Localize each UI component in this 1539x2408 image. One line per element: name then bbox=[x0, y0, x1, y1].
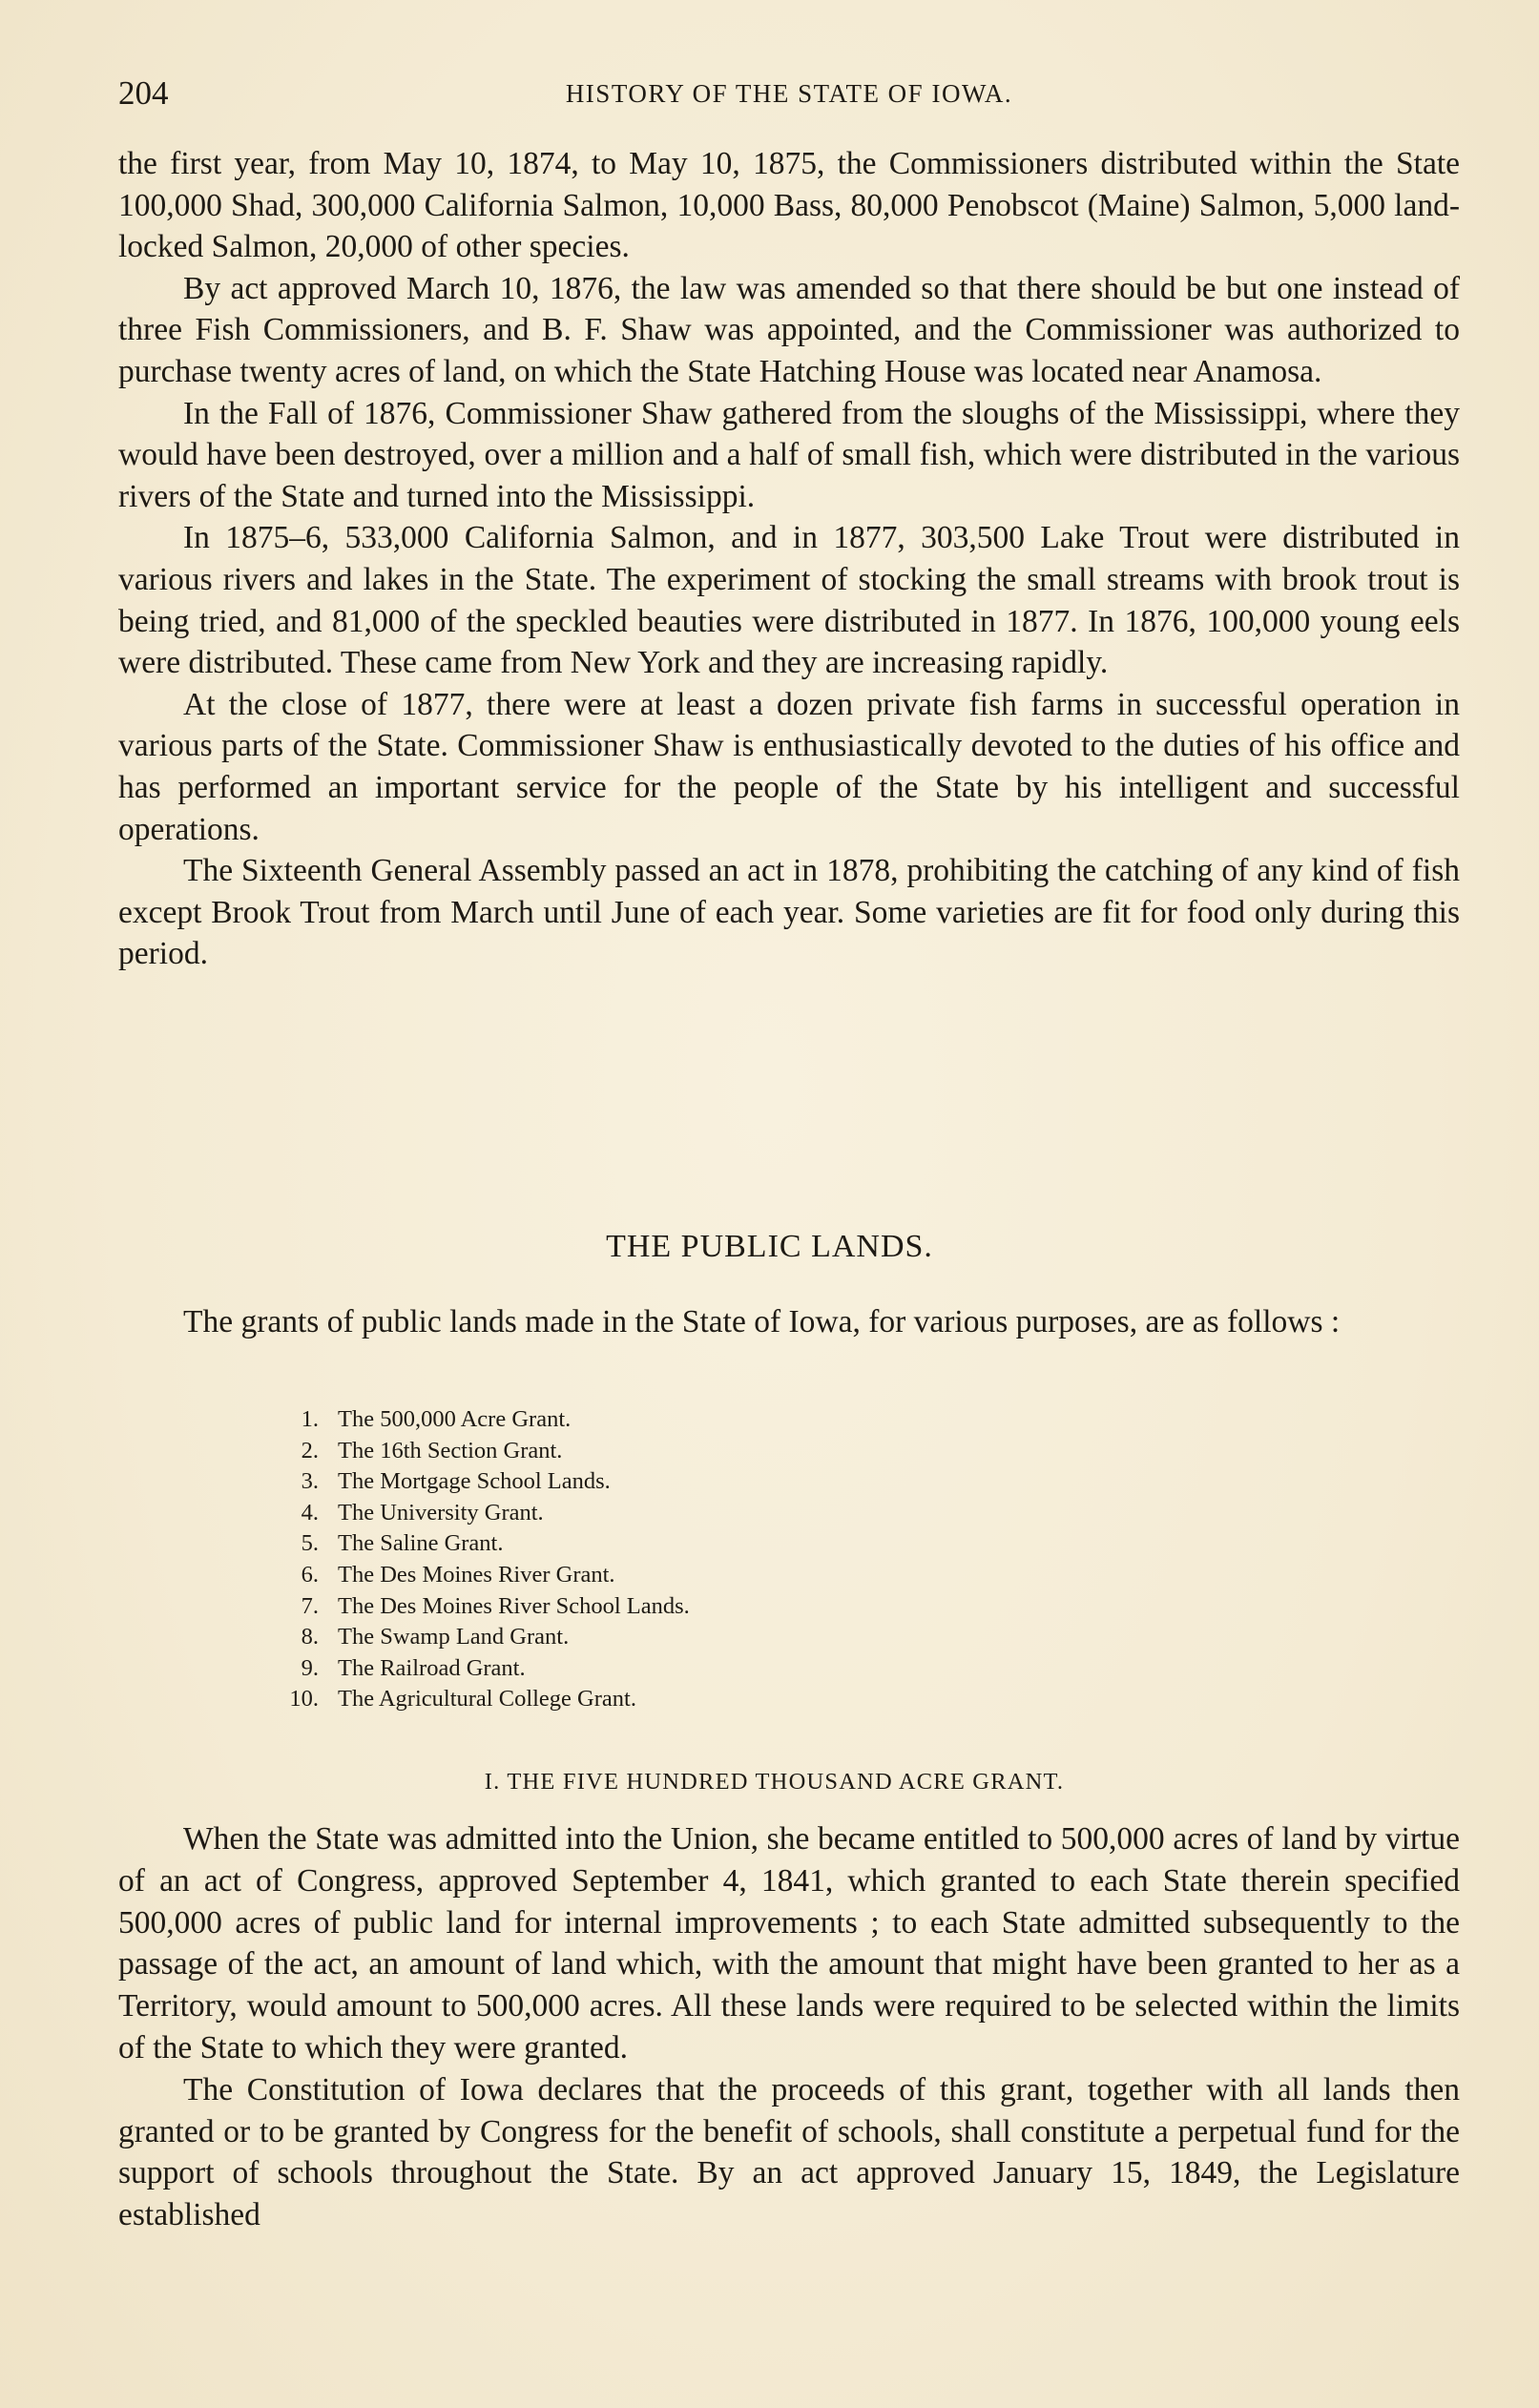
list-item bbox=[277, 1528, 1040, 1560]
list-number: 1. bbox=[301, 1406, 319, 1432]
list-item bbox=[277, 1622, 1040, 1653]
list-number: 4. bbox=[301, 1499, 319, 1526]
list-number: 8. bbox=[301, 1624, 319, 1650]
list-label: The 16th Section Grant. bbox=[338, 1437, 563, 1463]
page-header bbox=[118, 69, 1460, 118]
list-item bbox=[277, 1436, 1040, 1467]
list-label: The Swamp Land Grant. bbox=[338, 1624, 570, 1650]
list-number: 3. bbox=[301, 1468, 319, 1495]
list-item bbox=[277, 1591, 1040, 1623]
running-head: HISTORY OF THE STATE OF IOWA. bbox=[565, 79, 1013, 108]
list-label: The Des Moines River Grant. bbox=[338, 1561, 615, 1588]
list-item bbox=[277, 1498, 1040, 1529]
paragraph: When the State was admitted into the Union, she became entitled to 500,000 acres of land by virtue of an act of Congress, approved September 4, 1841, which granted to each State therein specified 500,000 acres of public land for internal improvements ; to each State admitted subsequently to the passage of the act, an amount of land which, with the amount that might have been granted to her as a Territory, would amount to 500,000 acres. All these lands were required to be selected within the limits of the State to which they were granted. bbox=[118, 1821, 1460, 2065]
list-label: The Agricultural College Grant. bbox=[338, 1686, 636, 1713]
public-lands-intro bbox=[118, 1301, 1460, 1343]
paragraph: The grants of public lands made in the State of Iowa, for various purposes, are as follows : bbox=[183, 1304, 1341, 1339]
page-number: 204 bbox=[118, 74, 169, 112]
list-label: The Des Moines River School Lands. bbox=[338, 1592, 690, 1619]
list-item bbox=[277, 1560, 1040, 1591]
list-label: The Mortgage School Lands. bbox=[338, 1468, 611, 1495]
acre-grant-text bbox=[118, 1818, 1460, 2236]
subsection-heading: I. THE FIVE HUNDRED THOUSAND ACRE GRANT. bbox=[484, 1769, 1065, 1795]
paragraph: At the close of 1877, there were at least a dozen private fish farms in successful operation in various parts of the State. Commissioner Shaw is enthusiastically devoted to the duties of his office and has performed an important service for the people of the State by his intelligent and successful operations. bbox=[118, 686, 1460, 847]
paragraph: In 1875–6, 533,000 California Salmon, and in 1877, 303,500 Lake Trout were distributed in various rivers and lakes in the State. The experiment of stocking the small streams with brook trout is being tried, and 81,000 of the speckled beauties were distributed in 1877. In 1876, 100,000 young eels were distributed. These came from New York and they are increasing rapidly. bbox=[118, 520, 1460, 681]
list-number: 10. bbox=[289, 1686, 319, 1713]
list-number: 6. bbox=[301, 1561, 319, 1588]
list-item bbox=[277, 1684, 1040, 1715]
paragraph: In the Fall of 1876, Commissioner Shaw gathered from the sloughs of the Mississippi, where they would have been destroyed, over a million and a half of small fish, which were distributed in the various rivers of the State and turned into the Mississippi. bbox=[118, 395, 1460, 514]
list-number: 5. bbox=[301, 1530, 319, 1557]
list-label: The Railroad Grant. bbox=[338, 1654, 526, 1681]
list-item bbox=[277, 1466, 1040, 1498]
fish-commission-text bbox=[118, 143, 1460, 975]
paragraph: By act approved March 10, 1876, the law was amended so that there should be but one instead of three Fish Commissioners, and B. F. Shaw was appointed, and the Commissioner was authorized to purchase twenty acres of land, on which the State Hatching House was located near Anamosa. bbox=[118, 270, 1460, 389]
section-heading: THE PUBLIC LANDS. bbox=[606, 1229, 933, 1264]
list-label: The Saline Grant. bbox=[338, 1530, 504, 1557]
paragraph: The Constitution of Iowa declares that the proceeds of this grant, together with all lands then granted or to be granted by Congress for the benefit of schools, shall constitute a perpetual fund for the support of schools throughout the State. By an act approved January 15, 1849, the Legislature established bbox=[118, 2071, 1460, 2233]
list-label: The 500,000 Acre Grant. bbox=[338, 1406, 572, 1432]
list-label: The University Grant. bbox=[338, 1499, 544, 1526]
list-number: 7. bbox=[301, 1592, 319, 1619]
list-number: 2. bbox=[301, 1437, 319, 1463]
list-number: 9. bbox=[301, 1654, 319, 1681]
paragraph: the first year, from May 10, 1874, to May 10, 1875, the Commissioners distributed within the State 100,000 Shad, 300,000 California Salmon, 10,000 Bass, 80,000 Penobscot (Maine) Salmon, 5,000 land-locked Salmon, 20,000 of other species. bbox=[118, 146, 1460, 265]
list-item bbox=[277, 1653, 1040, 1685]
paragraph: The Sixteenth General Assembly passed an act in 1878, prohibiting the catching of any kind of fish except Brook Trout from March until June of each year. Some varieties are fit for food only during this period. bbox=[118, 853, 1460, 972]
list-item bbox=[277, 1404, 1040, 1436]
grant-list bbox=[277, 1404, 1040, 1715]
